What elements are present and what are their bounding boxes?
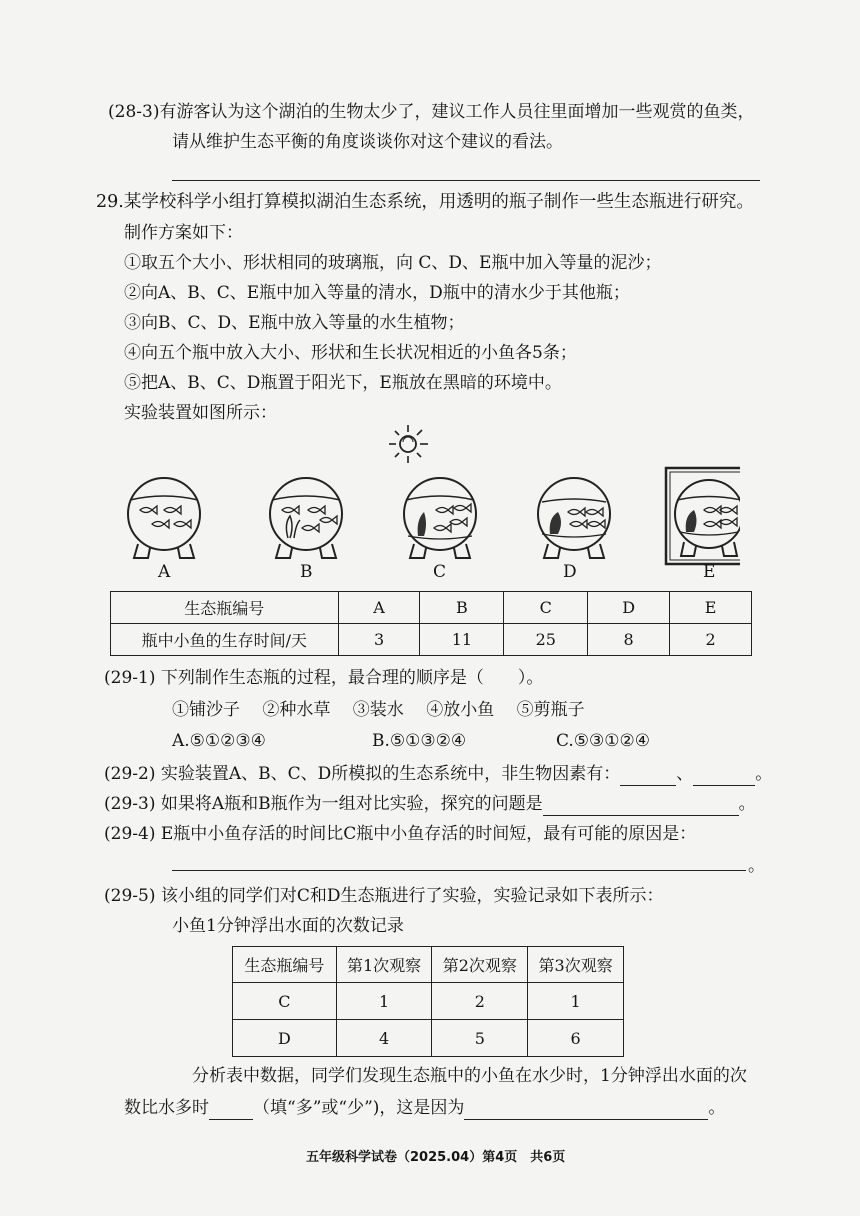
q29-step-1: ①取五个大小、形状相同的玻璃瓶，向 C、D、E瓶中加入等量的泥沙； (124, 253, 662, 273)
table-cell: C (233, 983, 337, 1020)
q29-plan-title: 制作方案如下： (124, 223, 243, 243)
q28-3-line2: 请从维护生态平衡的角度谈谈你对这个建议的看法。 (172, 132, 563, 152)
table-cell: 瓶中小鱼的生存时间/天 (111, 624, 339, 656)
table-cell: 1 (528, 983, 624, 1020)
q29-2-question: (29-2) 实验装置A、B、C、D所模拟的生态系统中，非生物因素有： (104, 764, 621, 784)
table-cell: C (504, 592, 588, 624)
bottle-label-a: A (158, 562, 171, 582)
q29-5-question: (29-5) 该小组的同学们对C和D生态瓶进行了实验，实验记录如下表所示： (104, 886, 664, 906)
q29-4-answer-line[interactable] (172, 870, 746, 871)
q29-4-end: 。 (748, 856, 765, 876)
surfacing-table (232, 946, 624, 1057)
bottle-c (404, 478, 476, 558)
bottle-b (270, 478, 342, 558)
table-row (233, 983, 624, 1020)
q29-intro: 29.某学校科学小组打算模拟湖泊生态系统，用透明的瓶子制作一些生态瓶进行研究。 (96, 192, 754, 212)
q29-2-blank-2[interactable] (693, 765, 755, 786)
q29-1-option-b[interactable]: B.⑤①③②④ (372, 731, 467, 751)
table-row (233, 1020, 624, 1057)
q29-step-4: ④向五个瓶中放入大小、形状和生长状况相近的小鱼各5条； (124, 343, 577, 363)
survival-table-row (111, 624, 752, 656)
sun-icon (386, 422, 434, 466)
table-cell: 2 (432, 983, 528, 1020)
table-cell: A (338, 592, 420, 624)
bottle-a (128, 478, 200, 558)
table-cell: 3 (338, 624, 420, 656)
q29-5-end: 。 (708, 1098, 726, 1118)
q29-4-question: (29-4) E瓶中小鱼存活的时间比C瓶中小鱼存活的时间短，最有可能的原因是： (104, 824, 697, 844)
table-cell: D (233, 1020, 337, 1057)
q29-1-option-a[interactable]: A.⑤①②③④ (172, 731, 266, 751)
q29-2-sep: 、 (676, 764, 694, 784)
survival-table (110, 591, 752, 656)
q29-3-line (104, 792, 756, 816)
bottles-figure (120, 466, 740, 566)
q29-setup-caption: 实验装置如图所示： (124, 403, 277, 423)
surfacing-table-header (233, 947, 624, 983)
q29-3-question: (29-3) 如果将A瓶和B瓶作为一组对比实验，探究的问题是 (104, 794, 543, 814)
q28-3-line1: (28-3)有游客认为这个湖泊的生物太少了，建议工作人员往里面增加一些观赏的鱼类， (108, 102, 755, 122)
table-cell: E (670, 592, 752, 624)
table-cell: 第3次观察 (528, 947, 624, 983)
q29-3-end: 。 (738, 794, 756, 814)
table-cell: D (588, 592, 670, 624)
q29-5-analysis-2a: 数比水多时 (124, 1098, 209, 1118)
q29-3-blank[interactable] (543, 795, 739, 816)
table-cell: B (420, 592, 504, 624)
table-cell: 生态瓶编号 (111, 592, 339, 624)
table-cell: 11 (420, 624, 504, 656)
table-cell: 1 (336, 983, 432, 1020)
q29-2-line (104, 762, 772, 786)
table-cell: 第2次观察 (432, 947, 528, 983)
bottle-e (666, 468, 740, 564)
q29-2-blank-1[interactable] (620, 765, 676, 786)
q29-5-analysis-1: 分析表中数据，同学们发现生态瓶中的小鱼在水少时，1分钟浮出水面的次 (192, 1066, 747, 1086)
q29-5-analysis-2b: （填“多”或“少”)，这是因为 (253, 1098, 465, 1118)
bottle-label-b: B (300, 562, 313, 582)
q29-5-blank-1[interactable] (209, 1099, 253, 1120)
q29-5-analysis-line-2 (124, 1096, 725, 1120)
q29-1-option-c[interactable]: C.⑤③①②④ (556, 731, 651, 751)
table-cell: 4 (336, 1020, 432, 1057)
bottle-label-e: E (703, 562, 716, 582)
table-cell: 8 (588, 624, 670, 656)
q29-2-end: 。 (755, 764, 773, 784)
q29-1-items: ①铺沙子 ②种水草 ③装水 ④放小鱼 ⑤剪瓶子 (172, 700, 585, 720)
bottle-label-c: C (433, 562, 447, 582)
table-cell: 生态瓶编号 (233, 947, 337, 983)
q28-3-answer-line[interactable] (172, 180, 760, 181)
q29-1-question: (29-1) 下列制作生态瓶的过程，最合理的顺序是（ ）。 (104, 668, 544, 688)
bottle-label-d: D (563, 562, 577, 582)
table-cell: 2 (670, 624, 752, 656)
table-cell: 6 (528, 1020, 624, 1057)
page-footer: 五年级科学试卷（2025.04）第4页 共6页 (306, 1150, 566, 1165)
q29-5-blank-2[interactable] (464, 1099, 708, 1120)
q29-step-2: ②向A、B、C、E瓶中加入等量的清水，D瓶中的清水少于其他瓶； (124, 283, 630, 303)
q29-step-3: ③向B、C、D、E瓶中放入等量的水生植物； (124, 313, 465, 333)
q29-5-table-title: 小鱼1分钟浮出水面的次数记录 (172, 916, 404, 936)
survival-table-header (111, 592, 752, 624)
table-cell: 25 (504, 624, 588, 656)
bottle-d (538, 478, 610, 558)
table-cell: 5 (432, 1020, 528, 1057)
q29-step-5: ⑤把A、B、C、D瓶置于阳光下，E瓶放在黑暗的环境中。 (124, 373, 562, 393)
table-cell: 第1次观察 (336, 947, 432, 983)
